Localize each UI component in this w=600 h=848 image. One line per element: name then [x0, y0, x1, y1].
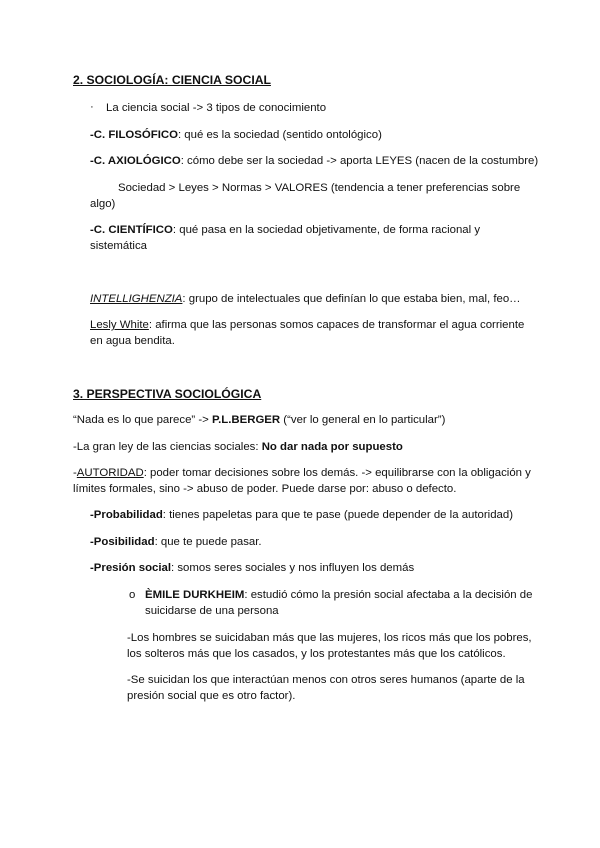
- quote-author: P.L.BERGER: [211, 414, 281, 426]
- quote-line: [73, 412, 445, 428]
- axiologico-line: [90, 153, 538, 169]
- law-line: [73, 439, 403, 455]
- filosofico-text: : qué es la sociedad (sentido ontológico): [177, 129, 382, 141]
- axiologico-text: : cómo debe ser la sociedad -> aporta LEYES (nacen de la costumbre): [180, 155, 539, 167]
- lesly-name: Lesly White: [90, 319, 149, 331]
- intro-line: La ciencia social -> 3 tipos de conocimiento: [106, 102, 327, 114]
- cientifico-line1: [90, 222, 480, 238]
- intelligenzia-line: [90, 291, 521, 307]
- probabilidad-label: -Probabilidad: [90, 509, 163, 521]
- durkheim-bullet: o: [129, 589, 136, 601]
- posibilidad-label: -Posibilidad: [90, 536, 155, 548]
- presion-line: [90, 560, 414, 576]
- cientifico-text: : qué pasa en la sociedad objetivamente, de forma racional y: [172, 224, 481, 236]
- durkheim-name: ÈMILE DURKHEIM: [145, 589, 245, 601]
- quote-rest: (“ver lo general en lo particular”): [280, 414, 446, 426]
- cientifico-label: -C. CIENTÍFICO: [90, 224, 173, 236]
- lesly-text: : afirma que las personas somos capaces de transformar el agua corriente: [148, 319, 525, 331]
- law-text: -La gran ley de las ciencias sociales:: [73, 441, 262, 453]
- axiologico-detail-line1: Sociedad > Leyes > Normas > VALORES (tendencia a tener preferencias sobre: [118, 182, 521, 194]
- autoridad-line2: límites formales, sino -> abuso de poder. Puede darse por: abuso o defecto.: [73, 483, 457, 495]
- intelligenzia-text: : grupo de intelectuales que definían lo que estaba bien, mal, feo…: [182, 293, 521, 305]
- durkheim-line2: suicidarse de una persona: [145, 605, 279, 617]
- suicidio2-line1: -Se suicidan los que interactúan menos con otros seres humanos (aparte de la: [127, 674, 525, 686]
- autoridad-text: : poder tomar decisiones sobre los demás. -> equilibrarse con la obligación y: [143, 467, 531, 479]
- cientifico-line2: sistemática: [90, 240, 147, 252]
- autoridad-term: AUTORIDAD: [76, 467, 144, 479]
- presion-label: -Presión social: [90, 562, 172, 574]
- posibilidad-line: [90, 534, 262, 550]
- suicidio1-line2: los solteros más que los casados, y los protestantes más que los católicos.: [127, 648, 506, 660]
- law-bold: No dar nada por supuesto: [261, 441, 403, 453]
- durkheim-text: : estudió cómo la presión social afectaba a la decisión de: [244, 589, 533, 601]
- filosofico-line: [90, 127, 382, 143]
- autoridad-prefix: -: [73, 467, 77, 479]
- posibilidad-text: : que te puede pasar.: [154, 536, 262, 548]
- suicidio2-line2: presión social que es otro factor).: [127, 690, 296, 702]
- quote-text: “Nada es lo que parece” ->: [73, 414, 212, 426]
- intelligenzia-term: INTELLIGHENZIA: [90, 293, 183, 305]
- durkheim-line1: [145, 587, 532, 603]
- filosofico-label: -C. FILOSÓFICO: [90, 129, 178, 141]
- autoridad-line1: [73, 465, 531, 481]
- list-bullet: ·: [90, 101, 94, 113]
- axiologico-label: -C. AXIOLÓGICO: [90, 155, 181, 167]
- lesly-line2: en agua bendita.: [90, 335, 175, 347]
- presion-text: : somos seres sociales y nos influyen los demás: [171, 562, 415, 574]
- probabilidad-line: [90, 507, 513, 523]
- section-3-title: 3. PERSPECTIVA SOCIOLÓGICA: [73, 387, 262, 401]
- section-2-title: 2. SOCIOLOGÍA: CIENCIA SOCIAL: [73, 73, 271, 87]
- probabilidad-text: : tienes papeletas para que te pase (puede depender de la autoridad): [162, 509, 513, 521]
- suicidio1-line1: -Los hombres se suicidaban más que las mujeres, los ricos más que los pobres,: [127, 632, 532, 644]
- lesly-line1: [90, 317, 524, 333]
- axiologico-detail-line2: algo): [90, 198, 116, 210]
